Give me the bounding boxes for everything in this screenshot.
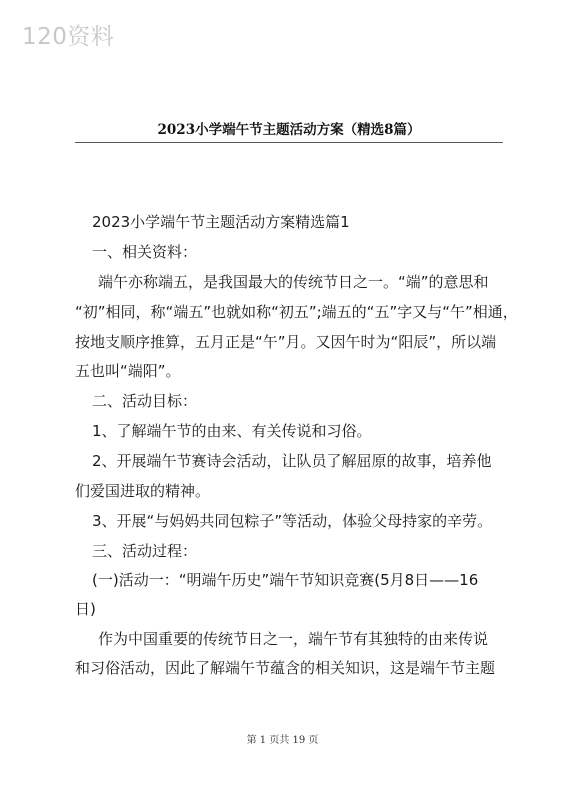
goal-item-continuation: 们爱国进取的精神。 — [75, 482, 211, 500]
page-number-footer: 第 1 页共 19 页 — [246, 735, 319, 746]
heading-activity-goals: 二、活动目标： — [92, 392, 198, 410]
paragraph-line: 和习俗活动，因此了解端午节蕴含的相关知识，这是端午节主题 — [75, 659, 496, 677]
paragraph-line: “初”相同，称“端五”也就如称“初五”;端五的“五”字又与“午”相通， — [75, 303, 518, 321]
activity-item: (一)活动一：“明端午历史”端午节知识竞赛(5月8日——16 — [92, 571, 479, 589]
section-title: 2023小学端午节主题活动方案精选篇1 — [92, 213, 350, 231]
activity-item-continuation: 日) — [75, 600, 96, 618]
paragraph-line: 端午亦称端五，是我国最大的传统节日之一。“端”的意思和 — [98, 273, 489, 291]
document-header-title: 2023小学端午节主题活动方案（精选8篇） — [157, 122, 421, 138]
paragraph-line: 五也叫“端阳”。 — [75, 362, 181, 380]
goal-item: 1、了解端午节的由来、有关传说和习俗。 — [92, 422, 372, 440]
paragraph-line: 按地支顺序推算，五月正是“午”月。又因午时为“阳辰”，所以端 — [75, 333, 497, 351]
goal-item: 3、开展“与妈妈共同包粽子”等活动，体验父母持家的辛劳。 — [92, 512, 493, 530]
heading-activity-process: 三、活动过程： — [92, 542, 198, 560]
watermark-logo: 120资料 — [22, 24, 115, 50]
heading-related-materials: 一、相关资料： — [92, 243, 198, 261]
paragraph-line: 作为中国重要的传统节日之一，端午节有其独特的由来传说 — [98, 630, 489, 648]
header-divider — [75, 142, 503, 143]
goal-item: 2、开展端午节赛诗会活动，让队员了解屈原的故事，培养他 — [92, 452, 492, 470]
